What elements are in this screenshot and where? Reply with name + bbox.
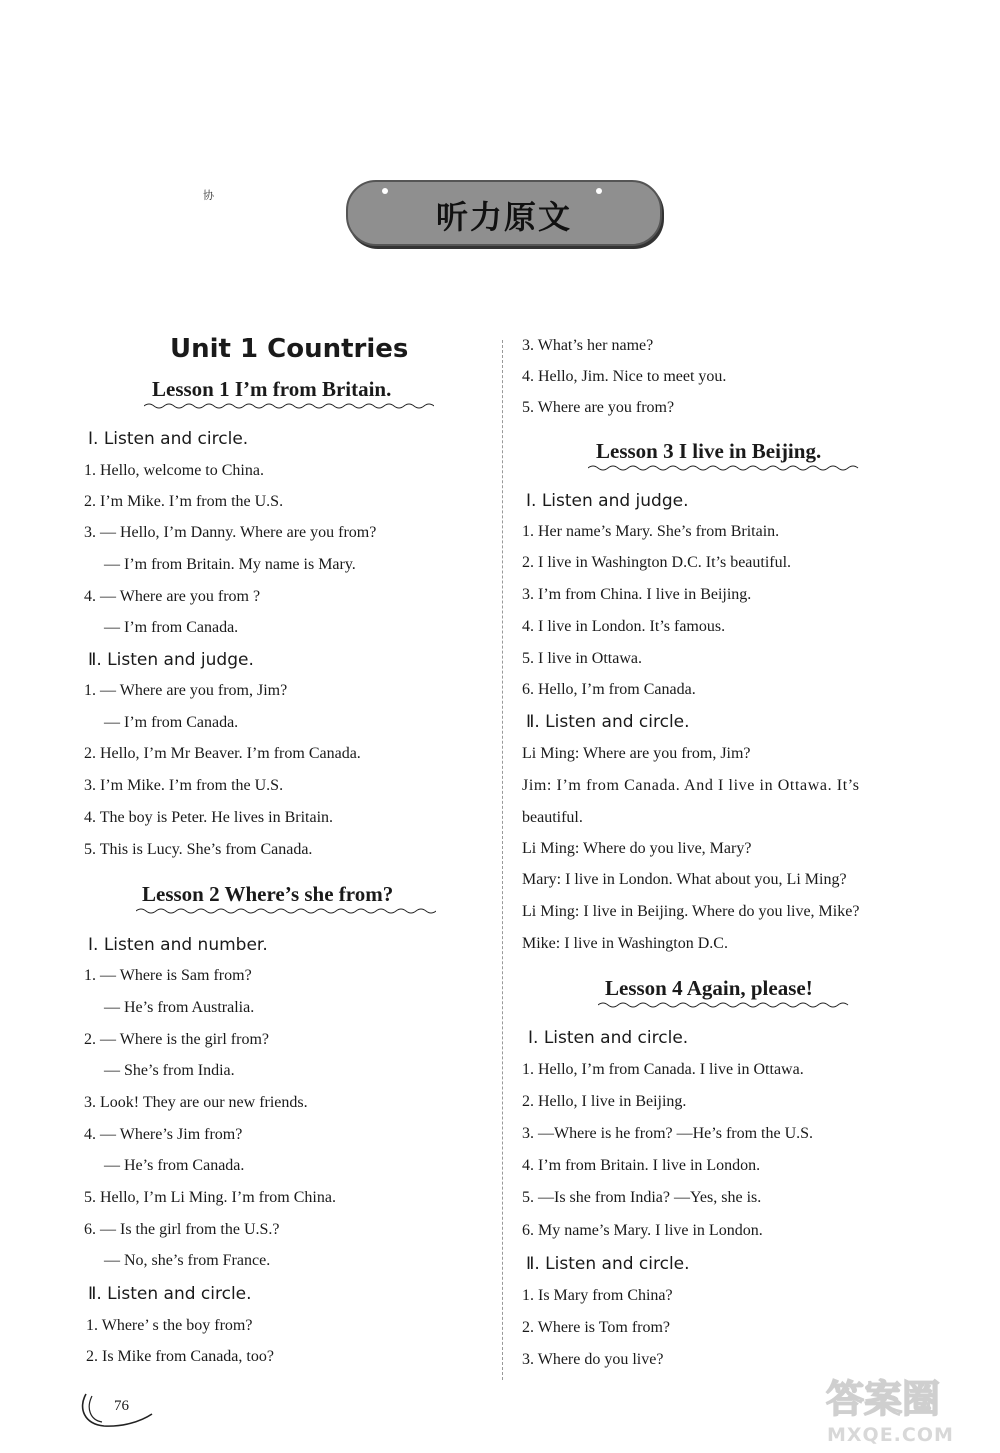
text-line: 4. The boy is Peter. He lives in Britain. <box>84 809 334 826</box>
text-line: 3. I’m Mike. I’m from the U.S. <box>84 777 284 794</box>
text-line: 1. Her name’s Mary. She’s from Britain. <box>522 523 780 540</box>
lesson-4-title: Lesson 4 Again, please! <box>605 976 813 1000</box>
text-line: 2. — Where is the girl from? <box>84 1031 269 1048</box>
text-line: 4. I live in London. It’s famous. <box>522 618 726 635</box>
text-line: Li Ming: Where are you from, Jim? <box>522 745 751 762</box>
text-line: 3. What’s her name? <box>522 337 654 354</box>
text-line: — I’m from Britain. My name is Mary. <box>104 556 356 573</box>
text-line: 3. Look! They are our new friends. <box>84 1094 308 1111</box>
text-line: — She’s from India. <box>104 1062 235 1079</box>
lesson-1-title: Lesson 1 I’m from Britain. <box>152 377 392 401</box>
text-line: 1. — Where is Sam from? <box>84 967 252 984</box>
text-line: Mary: I live in London. What about you, Li Ming? <box>522 871 847 888</box>
text-line: 1. Is Mary from China? <box>522 1287 673 1304</box>
text-line: 1. Hello, welcome to China. <box>84 462 264 479</box>
section-heading: Ⅱ. Listen and circle. <box>88 1284 252 1304</box>
section-heading: Ⅰ. Listen and number. <box>88 935 268 955</box>
text-line: 5. Where are you from? <box>522 399 675 416</box>
text-line: 1. Hello, I’m from Canada. I live in Ottawa. <box>522 1061 804 1078</box>
section-heading: Ⅱ. Listen and judge. <box>88 650 254 670</box>
watermark-url: MXQE.COM <box>827 1424 954 1446</box>
section-heading: Ⅰ. Listen and circle. <box>528 1028 689 1048</box>
text-line: 3. — Hello, I’m Danny. Where are you from? <box>84 524 377 541</box>
lesson-1-wave-underline <box>144 402 434 410</box>
text-line: 2. I’m Mike. I’m from the U.S. <box>84 493 284 510</box>
text-line: 1. Where’ s the boy from? <box>86 1317 253 1334</box>
page-number: 76 <box>114 1398 129 1414</box>
text-line: 6. My name’s Mary. I live in London. <box>522 1222 763 1239</box>
text-line: 3. —Where is he from? —He’s from the U.S. <box>522 1125 814 1142</box>
lesson-2-wave-underline <box>136 907 436 915</box>
text-line: 5. Hello, I’m Li Ming. I’m from China. <box>84 1189 336 1206</box>
section-heading: Ⅱ. Listen and circle. <box>526 712 690 732</box>
lesson-4-wave-underline <box>598 1001 850 1009</box>
text-line: 4. — Where are you from ? <box>84 588 261 605</box>
lesson-2-title: Lesson 2 Where’s she from? <box>142 882 394 906</box>
text-line: 3. Where do you live? <box>522 1351 664 1368</box>
text-line: 4. Hello, Jim. Nice to meet you. <box>522 368 727 385</box>
text-line: 4. — Where’s Jim from? <box>84 1126 243 1143</box>
watermark-title: 答案圈 <box>826 1377 941 1421</box>
corner-mark: 协 <box>203 189 214 202</box>
title-banner <box>346 180 662 246</box>
banner-title: 听力原文 <box>435 198 572 236</box>
text-line: 5. —Is she from India? —Yes, she is. <box>522 1189 762 1206</box>
column-divider <box>502 340 503 1380</box>
text-line: — No, she’s from France. <box>104 1252 271 1269</box>
text-line: 6. — Is the girl from the U.S.? <box>84 1221 280 1238</box>
text-line: 3. I’m from China. I live in Beijing. <box>522 586 752 603</box>
text-line: — I’m from Canada. <box>104 714 239 731</box>
text-line: Li Ming: I live in Beijing. Where do you live, Mike? <box>522 903 860 920</box>
text-line: Jim: I’m from Canada. And I live in Ottawa. It’s <box>522 777 860 794</box>
text-line: 6. Hello, I’m from Canada. <box>522 681 696 698</box>
text-line: 2. Is Mike from Canada, too? <box>86 1348 274 1365</box>
text-line: 2. Hello, I live in Beijing. <box>522 1093 687 1110</box>
text-line: — He’s from Canada. <box>104 1157 245 1174</box>
lesson-3-wave-underline <box>588 464 860 472</box>
text-line: 2. I live in Washington D.C. It’s beautiful. <box>522 554 792 571</box>
text-line: Li Ming: Where do you live, Mary? <box>522 840 752 857</box>
section-heading: Ⅰ. Listen and judge. <box>526 491 689 511</box>
text-line: — I’m from Canada. <box>104 619 239 636</box>
text-line: 5. I live in Ottawa. <box>522 650 642 667</box>
text-line: 4. I’m from Britain. I live in London. <box>522 1157 761 1174</box>
text-line: 5. This is Lucy. She’s from Canada. <box>84 841 313 858</box>
text-line: beautiful. <box>522 809 583 826</box>
text-line: Mike: I live in Washington D.C. <box>522 935 728 952</box>
section-heading: Ⅰ. Listen and circle. <box>88 429 249 449</box>
text-line: 2. Where is Tom from? <box>522 1319 671 1336</box>
lesson-3-title: Lesson 3 I live in Beijing. <box>596 439 822 463</box>
text-line: 2. Hello, I’m Mr Beaver. I’m from Canada. <box>84 745 361 762</box>
unit-title: Unit 1 Countries <box>170 334 409 364</box>
section-heading: Ⅱ. Listen and circle. <box>526 1254 690 1274</box>
text-line: 1. — Where are you from, Jim? <box>84 682 288 699</box>
text-line: — He’s from Australia. <box>104 999 255 1016</box>
